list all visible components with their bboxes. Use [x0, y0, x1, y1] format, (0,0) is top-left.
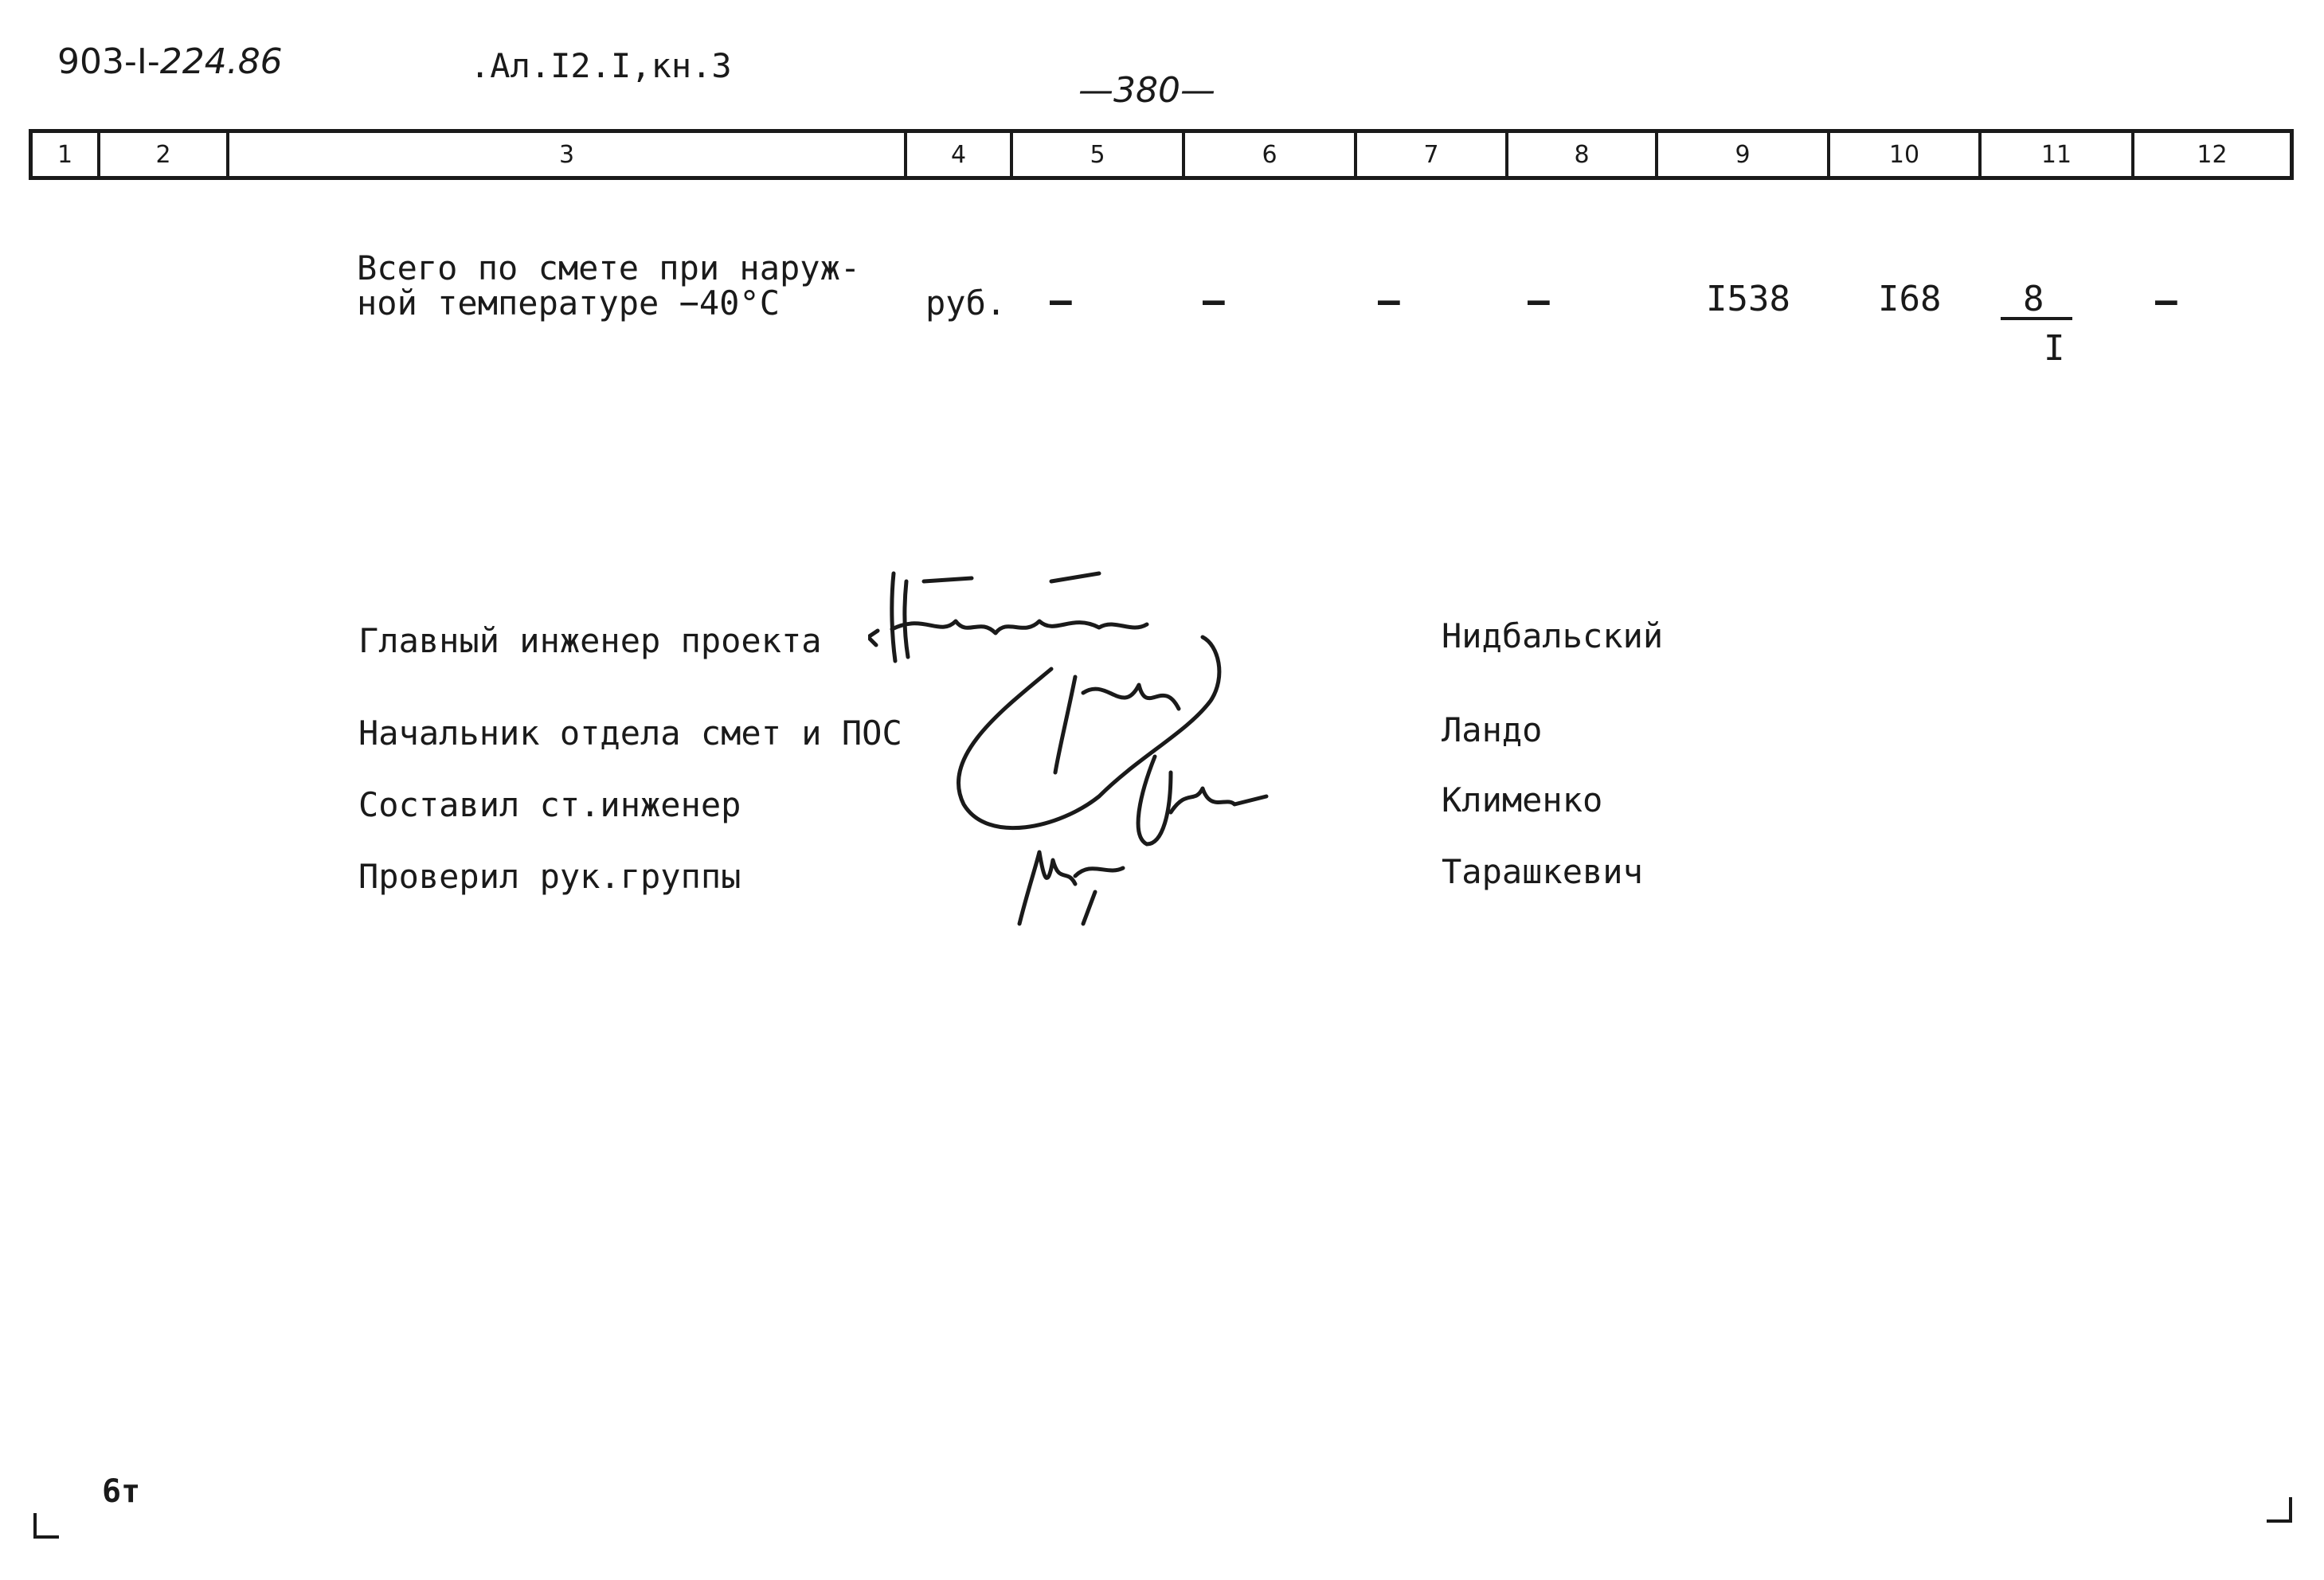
- signature-name-department-head: Ландо: [1442, 710, 1543, 749]
- signature-role-checked-by: Проверил рук.группы: [358, 857, 741, 896]
- total-label-line2: ной температуре −40°С: [357, 284, 781, 323]
- total-col10-value: I68: [1878, 279, 1942, 319]
- document-code: [57, 41, 283, 82]
- column-number: 8: [1508, 133, 1658, 176]
- signature-name-chief-engineer: Нидбальский: [1442, 616, 1664, 655]
- total-col7-value: –: [1378, 279, 1400, 322]
- column-number-header: [29, 129, 2294, 180]
- corner-mark-bottom-right: [2267, 1497, 2292, 1523]
- document-code-handwritten: 224.86: [159, 41, 283, 82]
- column-number: 3: [229, 133, 907, 176]
- page-number: —380—: [1078, 70, 1215, 111]
- total-col8-value: –: [1528, 279, 1550, 322]
- column-number: 11: [1982, 133, 2134, 176]
- column-number: 12: [2197, 140, 2228, 169]
- handwritten-signatures: [868, 557, 1346, 940]
- signature-name-checked-by: Тарашкевич: [1442, 852, 1643, 891]
- corner-mark-bottom-left: [33, 1513, 59, 1539]
- total-col11-denominator: I: [2044, 328, 2065, 369]
- total-col12-value: –: [2155, 279, 2177, 322]
- total-col9-value: I538: [1706, 279, 1790, 319]
- total-col5-value: –: [1050, 279, 1072, 322]
- signature-role-chief-engineer: Главный инженер проекта: [358, 621, 822, 660]
- signature-role-compiled-by: Составил ст.инженер: [358, 785, 741, 824]
- total-col6-value: –: [1203, 279, 1225, 322]
- total-col11-numerator: 8: [2023, 279, 2044, 319]
- footer-mark: 6т: [102, 1473, 141, 1510]
- total-label-line1: Всего по смете при наруж-: [357, 248, 861, 287]
- column-number: 7: [1357, 133, 1508, 176]
- column-number: 6: [1185, 133, 1357, 176]
- album-reference: .Ал.I2.I,кн.3: [470, 46, 732, 85]
- signature-name-compiled-by: Клименко: [1442, 780, 1603, 819]
- total-unit: руб.: [925, 284, 1007, 323]
- column-number: 1: [33, 133, 100, 176]
- document-code-printed: 903-I-: [57, 41, 160, 82]
- column-number: 2: [100, 133, 229, 176]
- column-number: 9: [1658, 133, 1830, 176]
- column-number: 10: [1830, 133, 1982, 176]
- column-number: 4: [907, 133, 1013, 176]
- signature-role-department-head: Начальник отдела смет и ПОС: [358, 714, 902, 753]
- column-number: 5: [1013, 133, 1185, 176]
- fraction-bar: [2001, 317, 2072, 320]
